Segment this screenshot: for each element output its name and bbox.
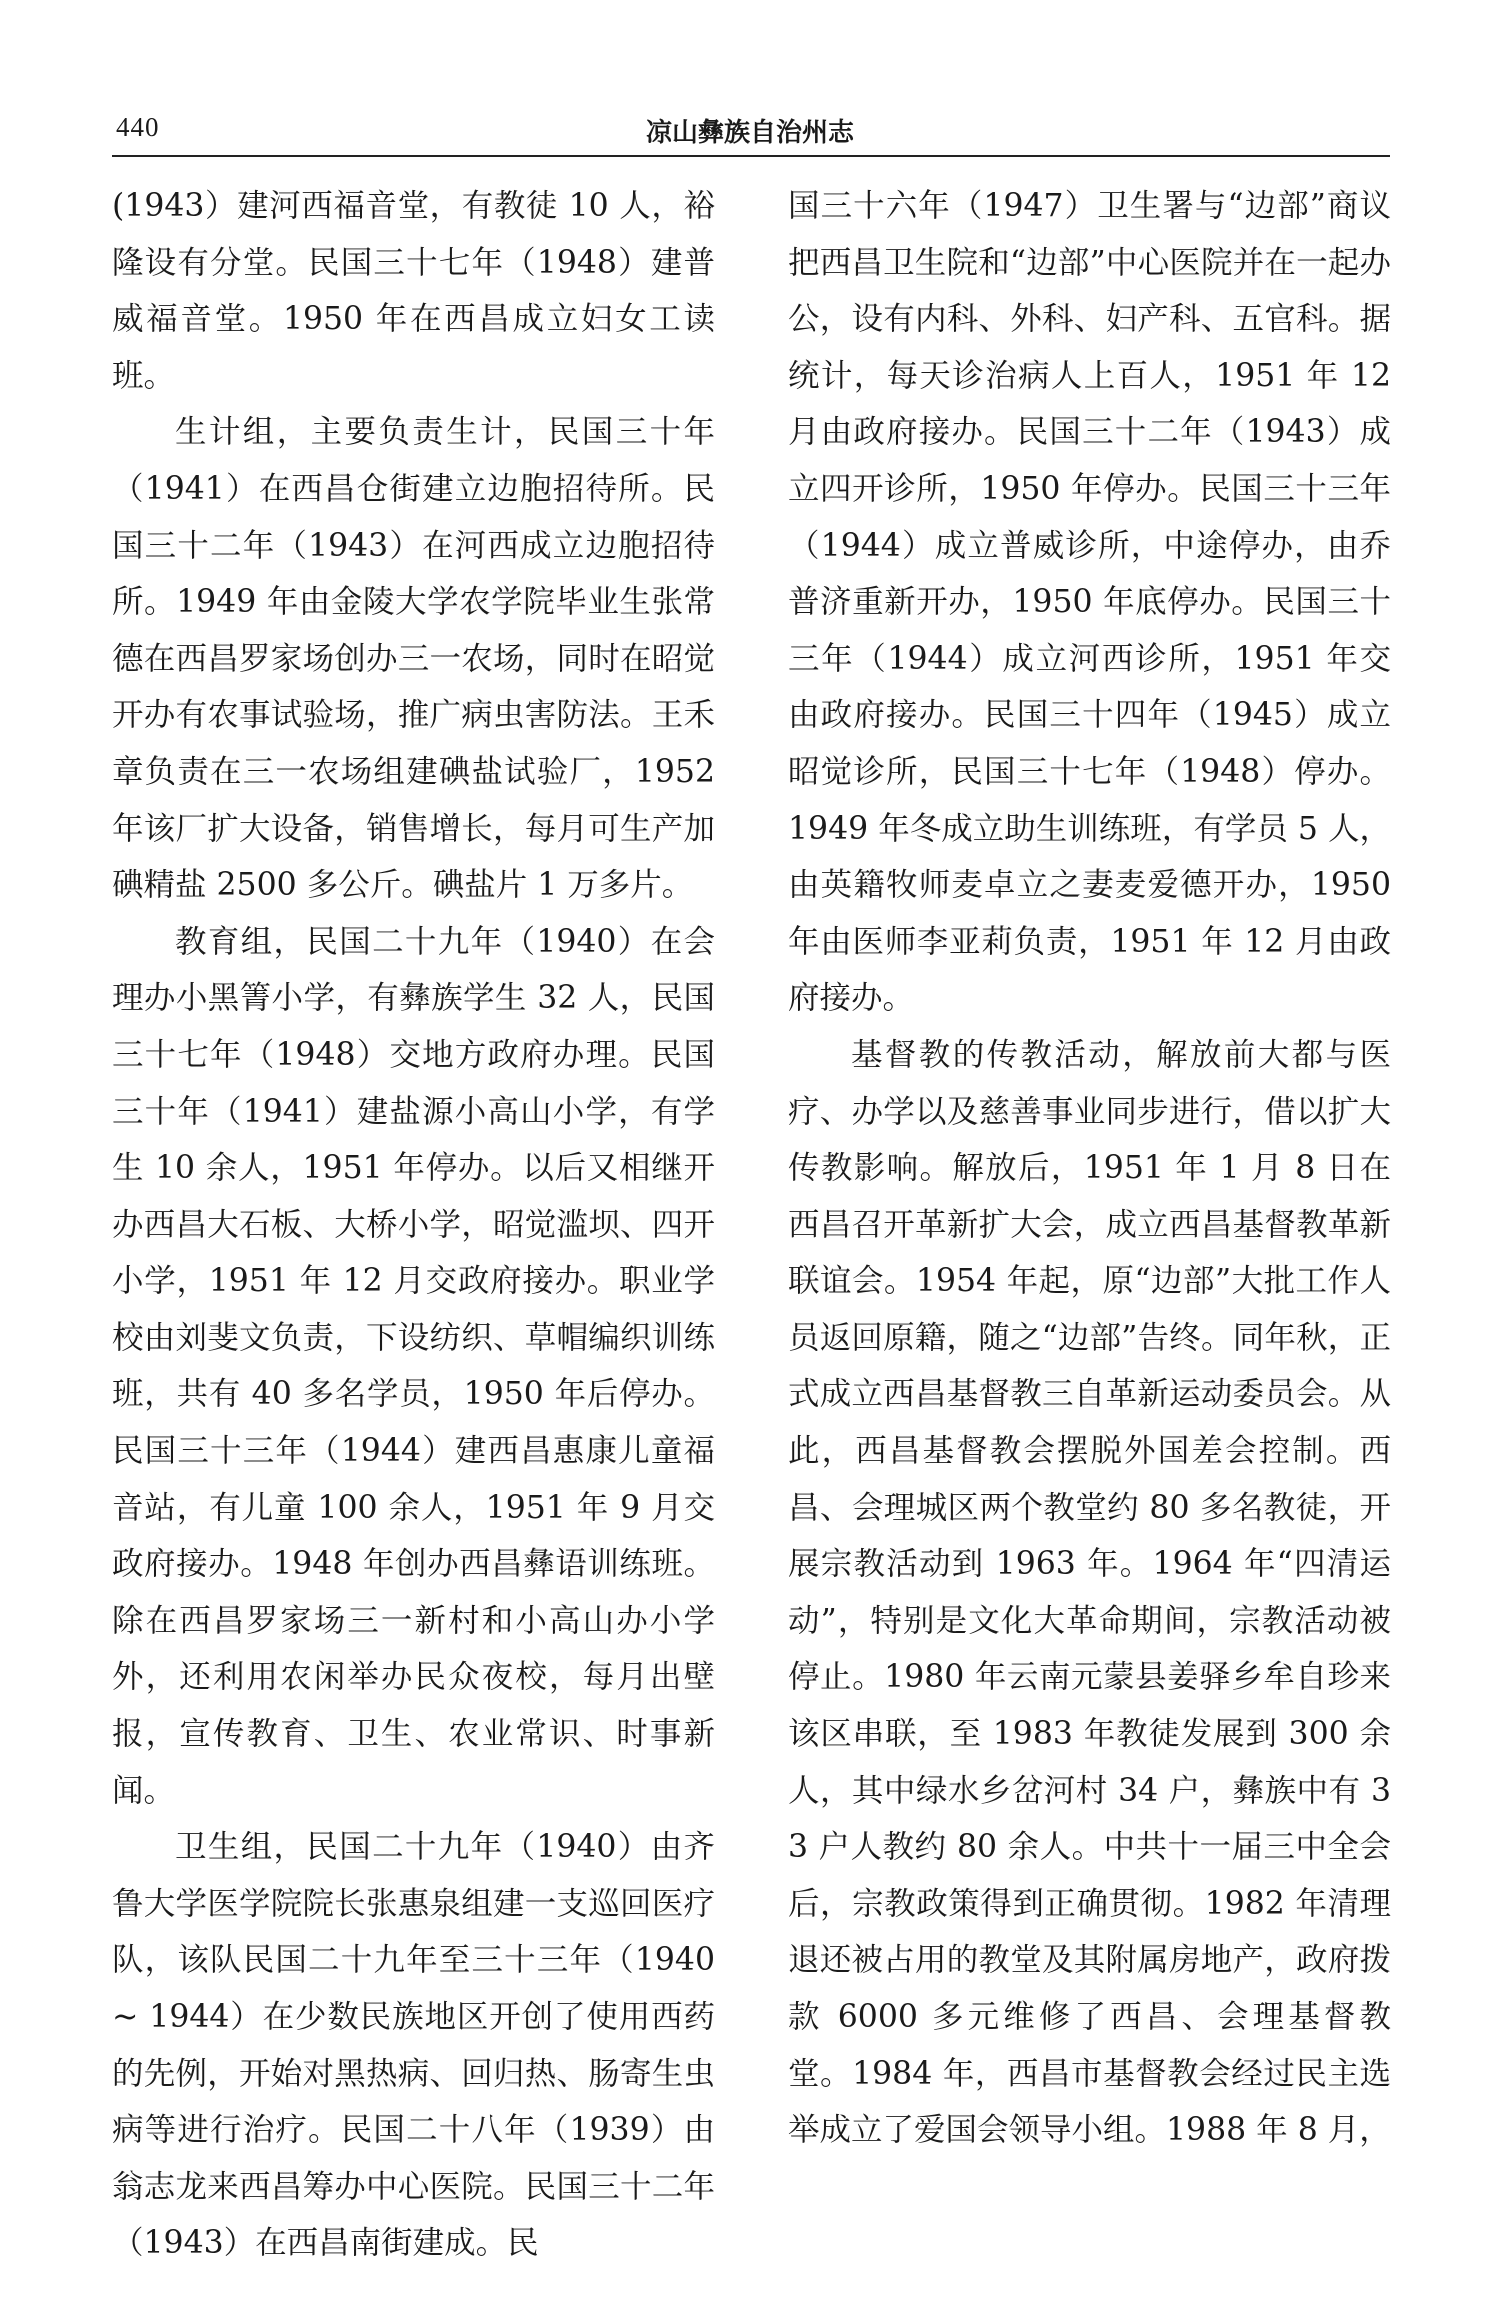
paragraph-education-group: 教育组，民国二十九年（1940）在会理办小黑箐小学，有彝族学生 32 人，民国三十七年（1948）交地方政府办理。民国三十年（1941）建盐源小高山小学，有学生 10 余人，1951 年停办。以后又相继开办西昌大石板、大桥小学，昭觉滥坝、四开小学，1951 年 12 月交政府接办。职业学校由刘斐文负责，下设纺织、草帽编织训练班，共有 40 多名学员，1950 年后停办。民国三十三年（1944）建西昌惠康儿童福音站，有儿童 100 余人，1951 年 9 月交政府接办。1948 年创办西昌彝语训练班。除在西昌罗家场三一新村和小高山办小学外，还利用农闲举办民众夜校，每月出壁报，宣传教育、卫生、农业常识、时事新闻。 <box>112 923 715 1809</box>
page-number: 440 <box>116 112 160 142</box>
paragraph-livelihood-group: 生计组，主要负责生计，民国三十年（1941）在西昌仓街建立边胞招待所。民国三十二年（1943）在河西成立边胞招待所。1949 年由金陵大学农学院毕业生张常德在西昌罗家场创办三一农场，同时在昭觉开办有农事试验场，推广病虫害防法。王禾章负责在三一农场组建碘盐试验厂，1952 年该厂扩大设备，销售增长，每月可生产加碘精盐 2500 多公斤。碘盐片 1 万多片。 <box>112 414 715 904</box>
paragraph-health-group: 卫生组，民国二十九年（1940）由齐鲁大学医学院院长张惠泉组建一支巡回医疗队，该队民国二十九年至三十三年（1940 ~ 1944）在少数民族地区开创了使用西药的先例，开始对黑热病、回归热、肠寄生虫病等进行治疗。民国二十八年（1939）由翁志龙来西昌筹办中心医院。民国三十二年（1943）在西昌南街建成。民 <box>112 1829 715 2262</box>
running-title: 凉山彝族自治州志 <box>645 118 854 148</box>
paragraph-continued-1943: (1943）建河西福音堂，有教徒 10 人，裕隆设有分堂。民国三十七年（1948）建普威福音堂。1950 年在西昌成立妇女工读班。 <box>112 188 715 394</box>
paragraph-health-continued: 国三十六年（1947）卫生署与“边部”商议把西昌卫生院和“边部”中心医院并在一起办公，设有内科、外科、妇产科、五官科。据统计，每天诊治病人上百人，1951 年 12 月由政府接办。民国三十二年（1943）成立四开诊所，1950 年停办。民国三十三年（1944）成立普威诊所，中途停办，由乔普济重新开办，1950 年底停办。民国三十三年（1944）成立河西诊所，1951 年交由政府接办。民国三十四年（1945）成立昭觉诊所，民国三十七年（1948）停办。1949 年冬成立助生训练班，有学员 5 人，由英籍牧师麦卓立之妻麦爱德开办，1950 年由医师李亚莉负责，1951 年 12 月由政府接办。 <box>788 188 1391 1017</box>
header-rule <box>112 155 1390 157</box>
paragraph-christian-missions: 基督教的传教活动，解放前大都与医疗、办学以及慈善事业同步进行，借以扩大传教影响。解放后，1951 年 1 月 8 日在西昌召开革新扩大会，成立西昌基督教革新联谊会。1954 年起，原“边部”大批工作人员返回原籍，随之“边部”告终。同年秋，正式成立西昌基督教三自革新运动委员会。从此，西昌基督教会摆脱外国差会控制。西昌、会理城区两个教堂约 80 多名教徒，开展宗教活动到 1963 年。1964 年“四清运动”，特别是文化大革命期间，宗教活动被停止。1980 年云南元蒙县姜驿乡牟自珍来该区串联，至 1983 年教徒发展到 300 余人，其中绿水乡岔河村 34 户，彝族中有 33 户人教约 80 余人。中共十一届三中全会后，宗教政策得到正确贯彻。1982 年清理退还被占用的教堂及其附属房地产，政府拨款 6000 多元维修了西昌、会理基督教堂。1984 年，西昌市基督教会经过民主选举成立了爱国会领导小组。1988 年 8 月， <box>788 1036 1391 2149</box>
left-column <box>112 178 715 2272</box>
right-column <box>788 178 1391 2159</box>
